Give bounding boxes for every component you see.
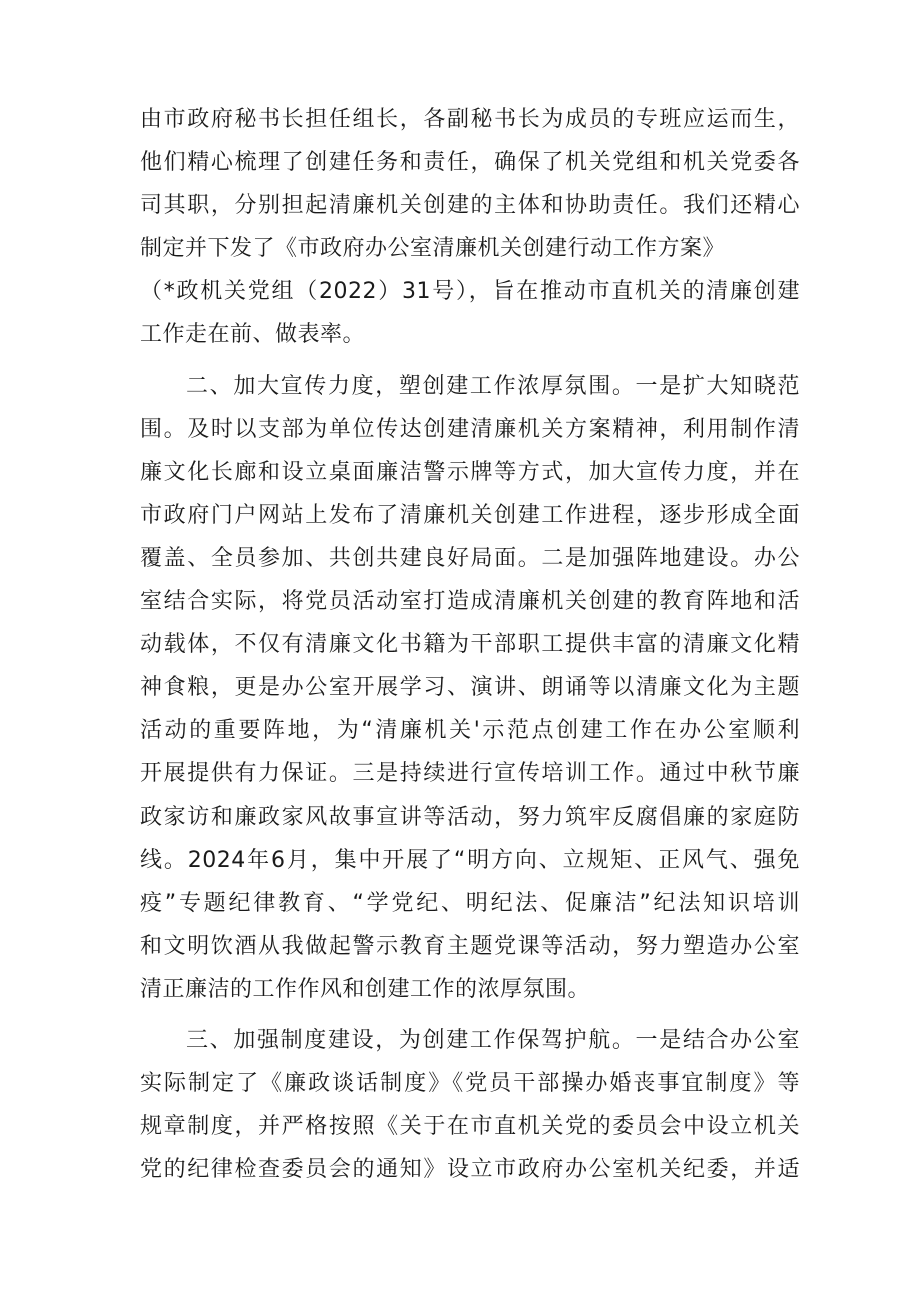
document-body (140, 98, 800, 1191)
text-line: 党的纪律检查委员会的通知》设立市政府办公室机关纪委，并适 (140, 1157, 800, 1183)
text-line: 神食粮，更是办公室开展学习、演讲、朗诵等以清廉文化为主题 (140, 675, 800, 701)
text-line: 开展提供有力保证。三是持续进行宣传培训工作。通过中秋节廉 (140, 761, 800, 787)
text-line: 司其职，分别担起清廉机关创建的主体和协助责任。我们还精心 (140, 193, 800, 219)
text-line: 动载体，不仅有清廉文化书籍为干部职工提供丰富的清廉文化精 (140, 632, 800, 658)
text-line: 室结合实际，将党员活动室打造成清廉机关创建的教育阵地和活 (140, 589, 800, 615)
text-line: 他们精心梳理了创建任务和责任，确保了机关党组和机关党委各 (140, 150, 800, 176)
text-line: 疫”专题纪律教育、“学党纪、明纪法、促廉洁”纪法知识培训 (140, 890, 800, 916)
text-line: 覆盖、全员参加、共创共建良好局面。二是加强阵地建设。办公 (140, 545, 800, 571)
text-line: 政家访和廉政家风故事宣讲等活动，努力筑牢反腐倡廉的家庭防 (140, 804, 800, 830)
text-line: 清正廉洁的工作作风和创建工作的浓厚氛围。 (140, 976, 591, 1002)
text-line: 三、加强制度建设，为创建工作保驾护航。一是结合办公室 (186, 1027, 800, 1053)
text-line: 规章制度，并严格按照《关于在市直机关党的委员会中设立机关 (140, 1114, 800, 1140)
paragraph-2 (140, 365, 800, 1011)
text-line: 廉文化长廊和设立桌面廉洁警示牌等方式，加大宣传力度，并在 (140, 459, 800, 485)
text-line: 由市政府秘书长担任组长，各副秘书长为成员的专班应运而生， (140, 107, 800, 132)
text-line: 围。及时以支部为单位传达创建清廉机关方案精神，利用制作清 (140, 416, 800, 442)
text-line: （*政机关党组（2022）31号），旨在推动市直机关的清廉创建 (140, 279, 800, 305)
text-line: 制定并下发了《市政府办公室清廉机关创建行动工作方案》 (140, 236, 726, 262)
paragraph-1 (140, 98, 800, 357)
text-line: 实际制定了《廉政谈话制度》《党员干部操办婚丧事宜制度》等 (140, 1071, 800, 1097)
text-line: 二、加大宣传力度，塑创建工作浓厚氛围。一是扩大知晓范 (186, 373, 800, 399)
text-line: 线。2024年6月，集中开展了“明方向、立规矩、正风气、强免 (140, 847, 800, 873)
text-line: 活动的重要阵地，为“清廉机关'示范点创建工作在办公室顺利 (140, 718, 800, 744)
text-line: 和文明饮酒从我做起警示教育主题党课等活动，努力塑造办公室 (140, 933, 800, 959)
text-line: 市政府门户网站上发布了清廉机关创建工作进程，逐步形成全面 (140, 502, 800, 528)
paragraph-3 (140, 1019, 800, 1191)
text-line: 工作走在前、做表率。 (140, 322, 366, 348)
